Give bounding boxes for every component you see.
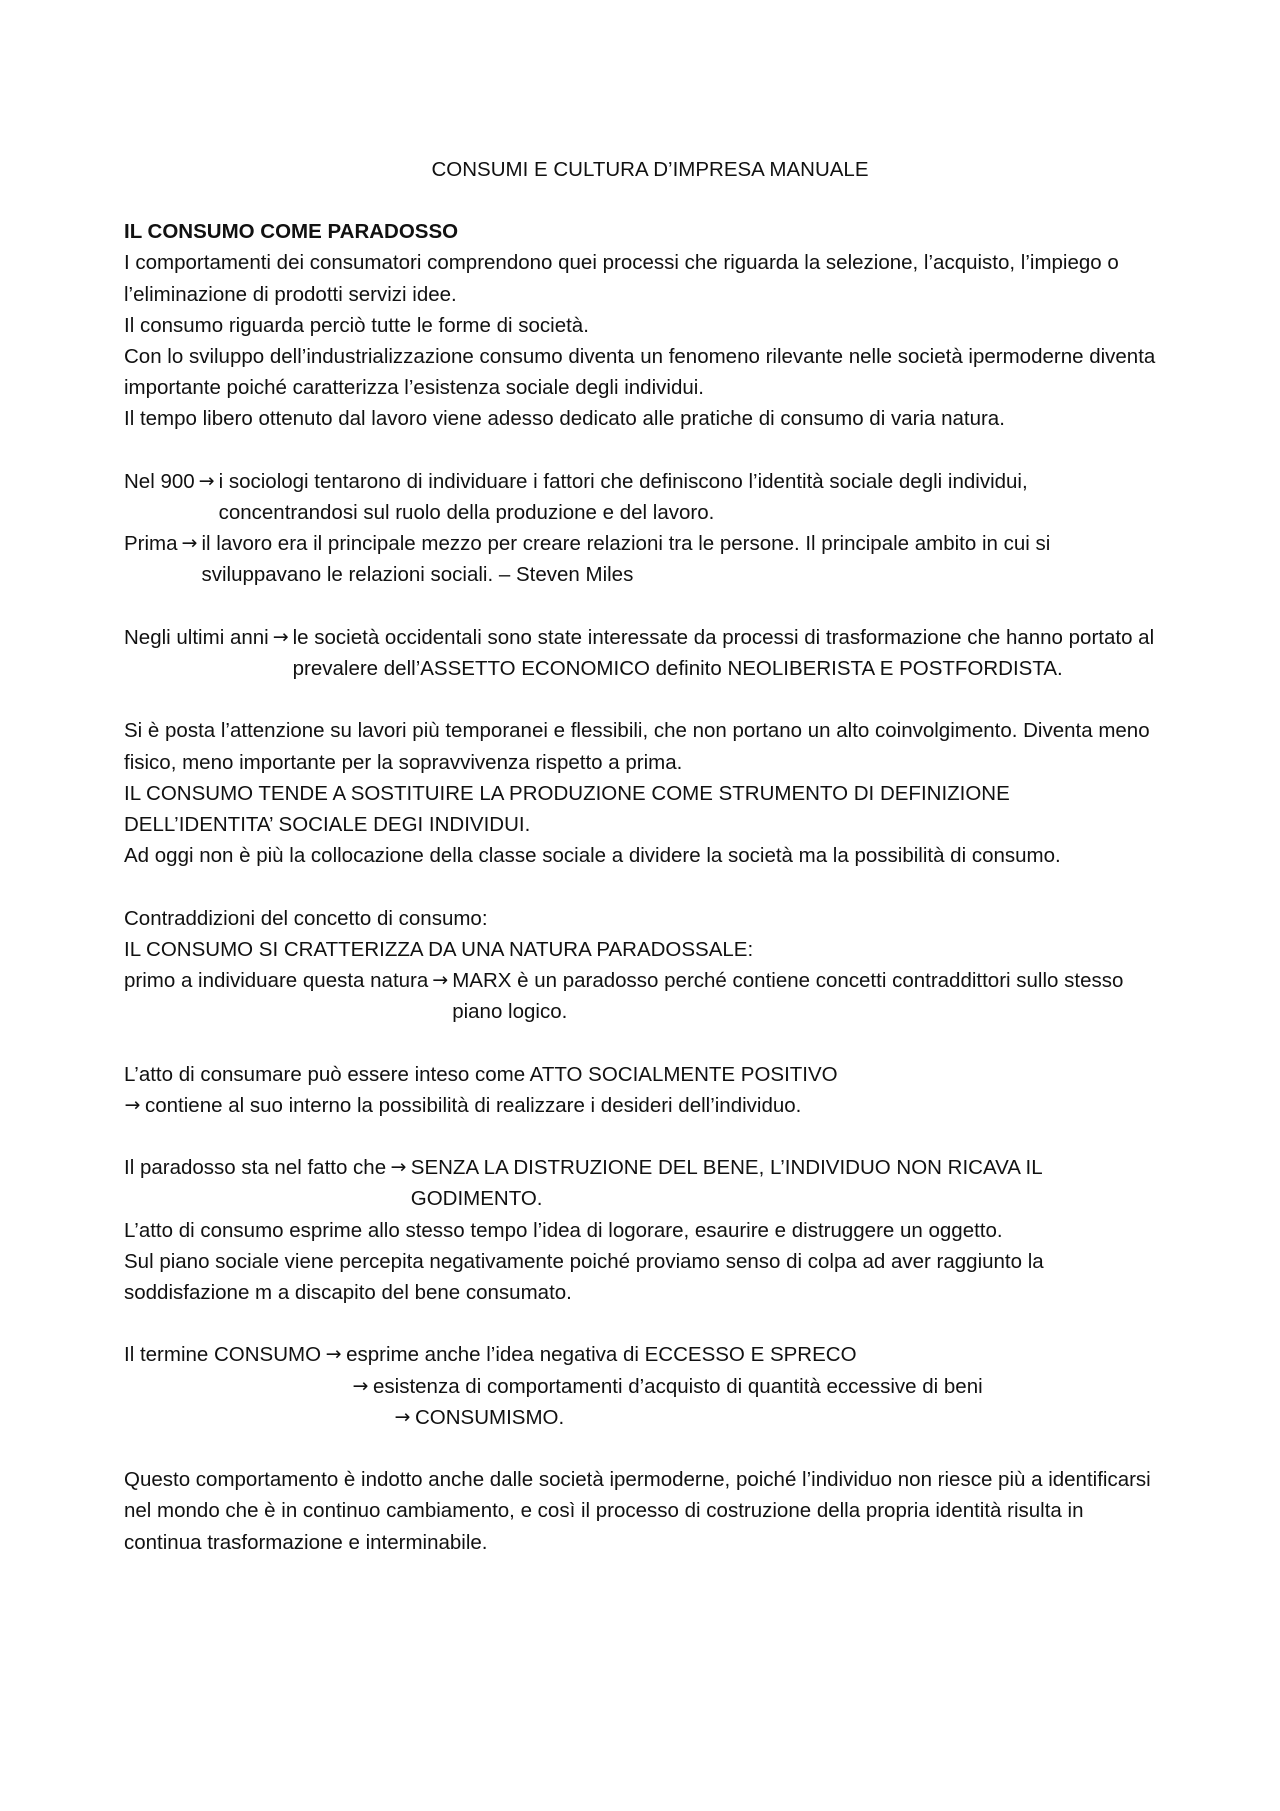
note-lead: primo a individuare questa natura	[124, 969, 429, 993]
spacer	[124, 684, 1164, 715]
note-text: SENZA LA DISTRUZIONE DEL BENE, L’INDIVIDUO NON RICAVA IL GODIMENTO.	[410, 1156, 1042, 1211]
arrow-right-icon: →	[390, 1156, 407, 1179]
arrow-note-nel900	[124, 466, 1164, 528]
arrow-note-marx	[124, 965, 1164, 1027]
paragraph: Il tempo libero ottenuto dal lavoro viene adesso dedicato alle pratiche di consumo di varia natura.	[124, 407, 1005, 431]
arrow-right-icon: →	[352, 1374, 369, 1397]
arrow-note-atto	[124, 1090, 1164, 1121]
spacer	[124, 591, 1164, 622]
paragraph: Con lo sviluppo dell’industrializzazione consumo diventa un fenomeno rilevante nelle società ipermoderne diventa importante poiché caratterizza l’esistenza sociale degli individui.	[124, 345, 1156, 400]
paragraph: Si è posta l’attenzione su lavori più temporanei e flessibili, che non portano un alto coinvolgimento. Diventa meno fisico, meno importante per la sopravvivenza rispetto a prima.	[124, 719, 1150, 774]
arrow-note-prima	[124, 528, 1164, 590]
section-heading: IL CONSUMO COME PARADOSSO	[124, 220, 459, 244]
spacer	[124, 1433, 1164, 1464]
arrow-right-icon: →	[198, 469, 215, 492]
document-title: CONSUMI E CULTURA D’IMPRESA MANUALE	[431, 158, 869, 181]
note-lead: Il termine CONSUMO	[124, 1343, 322, 1367]
note-lead: Prima	[124, 532, 178, 556]
arrow-note-termine-3	[124, 1402, 1164, 1433]
spacer	[124, 1308, 1164, 1339]
arrow-note-ultimi-anni	[124, 622, 1164, 684]
paragraph: Contraddizioni del concetto di consumo:	[124, 906, 488, 930]
arrow-right-icon: →	[272, 625, 289, 648]
note-text: esistenza di comportamenti d’acquisto di quantità eccessive di beni	[373, 1374, 983, 1398]
paragraph: L’atto di consumare può essere inteso come ATTO SOCIALMENTE POSITIVO	[124, 1062, 838, 1086]
paragraph: IL CONSUMO TENDE A SOSTITUIRE LA PRODUZIONE COME STRUMENTO DI DEFINIZIONE DELL’IDENTITA’ SOCIALE DEGI INDIVIDUI.	[124, 781, 1010, 837]
document-body	[124, 154, 1164, 1558]
spacer	[124, 871, 1164, 902]
spacer	[124, 1121, 1164, 1152]
note-lead: Il paradosso sta nel fatto che	[124, 1156, 387, 1180]
paragraph: Ad oggi non è più la collocazione della classe sociale a dividere la società ma la possibilità di consumo.	[124, 844, 1061, 868]
arrow-note-termine	[124, 1339, 1164, 1370]
arrow-right-icon: →	[124, 1093, 141, 1116]
note-text: esprime anche l’idea negativa di ECCESSO E SPRECO	[346, 1343, 857, 1367]
arrow-note-paradosso	[124, 1152, 1164, 1214]
paragraph: I comportamenti dei consumatori comprendono quei processi che riguarda la selezione, l’acquisto, l’impiego o l’eliminazione di prodotti servizi idee.	[124, 251, 1119, 306]
paragraph: IL CONSUMO SI CRATTERIZZA DA UNA NATURA PARADOSSALE:	[124, 937, 754, 961]
spacer	[124, 1027, 1164, 1058]
note-text: CONSUMISMO.	[415, 1405, 565, 1429]
arrow-right-icon: →	[432, 969, 449, 992]
note-text: contiene al suo interno la possibilità di realizzare i desideri dell’individuo.	[145, 1093, 802, 1117]
arrow-right-icon: →	[325, 1343, 342, 1366]
note-text: le società occidentali sono state interessate da processi di trasformazione che hanno portato al prevalere dell’ASSETTO ECONOMICO definito NEOLIBERISTA E POSTFORDISTA.	[292, 625, 1155, 681]
note-lead: Nel 900	[124, 469, 195, 493]
arrow-right-icon: →	[181, 532, 198, 555]
paragraph: Questo comportamento è indotto anche dalle società ipermoderne, poiché l’individuo non riesce più a identificarsi nel mondo che è in continuo cambiamento, e così il processo di costruzione della propria identità risulta in continua trasformazione e interminabile.	[124, 1468, 1151, 1554]
note-text: i sociologi tentarono di individuare i fattori che definiscono l’identità sociale degli individui, concentrandosi sul ruolo della produzione e del lavoro.	[218, 469, 1028, 525]
note-text: il lavoro era il principale mezzo per creare relazioni tra le persone. Il principale ambito in cui si sviluppavano le relazioni sociali. – Steven Miles	[201, 532, 1051, 587]
arrow-note-termine-2	[124, 1371, 1164, 1402]
paragraph: Il consumo riguarda perciò tutte le forme di società.	[124, 313, 589, 337]
paragraph: L’atto di consumo esprime allo stesso tempo l’idea di logorare, esaurire e distruggere un oggetto.	[124, 1218, 1003, 1242]
arrow-right-icon: →	[394, 1405, 411, 1428]
spacer	[124, 435, 1164, 466]
paragraph: Sul piano sociale viene percepita negativamente poiché proviamo senso di colpa ad aver raggiunto la soddisfazione m a discapito del bene consumato.	[124, 1249, 1044, 1305]
note-lead: Negli ultimi anni	[124, 625, 269, 649]
note-text: MARX è un paradosso perché contiene concetti contraddittori sullo stesso piano logico.	[452, 969, 1124, 1024]
